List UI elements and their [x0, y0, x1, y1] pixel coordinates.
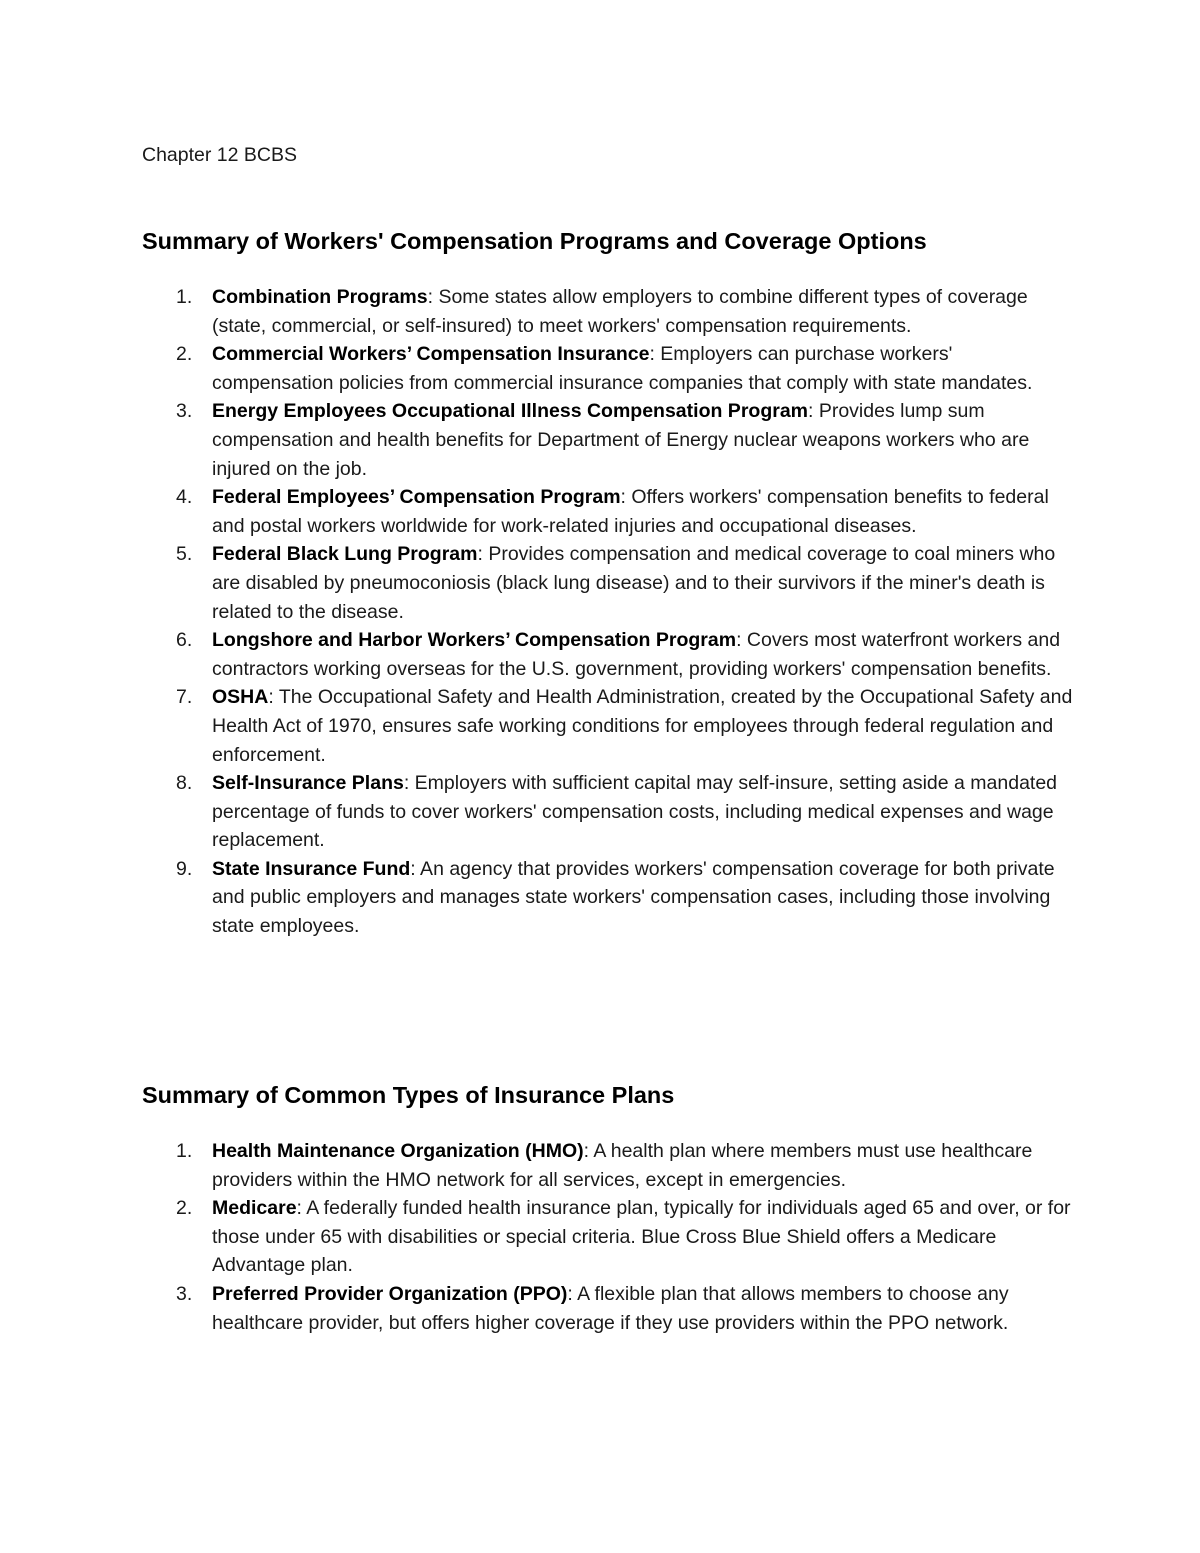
item-number: 3. — [176, 1282, 193, 1305]
section-heading-insurance-plans: Summary of Common Types of Insurance Plans — [142, 1082, 675, 1108]
item-term: Federal Employees’ Compensation Program — [212, 486, 621, 509]
item-term: Combination Programs — [212, 286, 428, 308]
item-term: Federal Black Lung Program — [212, 543, 478, 566]
item-term: Longshore and Harbor Workers’ Compensation Program — [212, 629, 737, 652]
item-number: 6. — [176, 629, 193, 652]
item-number: 7. — [176, 686, 193, 709]
item-description: : A flexible plan that allows members to choose any healthcare provider, but offers higher coverage if they use providers within the PPO network. — [212, 1282, 1009, 1334]
item-term: Self-Insurance Plans — [212, 772, 404, 795]
item-number: 1. — [176, 1140, 193, 1162]
item-number: 5. — [176, 543, 193, 566]
item-description: : An agency that provides workers' compensation coverage for both private and public employers and manages state workers' compensation cases, including those involving state employees. — [212, 857, 1055, 938]
item-description: : Offers workers' compensation benefits to federal and postal workers worldwide for work-related injuries and occupational diseases. — [212, 486, 1049, 537]
document-title: Chapter 12 BCBS — [142, 144, 298, 166]
section-heading-workers-compensation: Summary of Workers' Compensation Programs and Coverage Options — [142, 228, 927, 254]
list-item — [142, 1137, 1077, 1194]
list-item — [142, 283, 1077, 340]
item-number: 4. — [176, 486, 193, 509]
workers-compensation-list — [142, 283, 1077, 941]
item-number: 3. — [176, 400, 193, 423]
item-number: 9. — [176, 857, 193, 880]
list-item — [142, 855, 1077, 941]
item-description: : Some states allow employers to combine different types of coverage (state, commercial, or self-insured) to meet workers' compensation requirements. — [212, 286, 1028, 337]
list-item — [142, 769, 1077, 855]
list-item — [142, 483, 1077, 540]
list-item — [142, 397, 1077, 483]
item-description: : Covers most waterfront workers and contractors working overseas for the U.S. government, providing workers' compensation benefits. — [212, 629, 1061, 680]
item-term: Health Maintenance Organization (HMO) — [212, 1140, 584, 1162]
item-description: : The Occupational Safety and Health Administration, created by the Occupational Safety and Health Act of 1970, ensures safe working conditions for employees through federal regulation and enforcement. — [212, 686, 1073, 766]
item-term: Medicare — [212, 1197, 297, 1220]
item-term: OSHA — [212, 686, 269, 709]
item-number: 2. — [176, 343, 193, 366]
item-term: Commercial Workers’ Compensation Insurance — [212, 343, 650, 366]
item-description: : A health plan where members must use healthcare providers within the HMO network for all services, except in emergencies. — [212, 1140, 1033, 1191]
item-number: 2. — [176, 1197, 193, 1220]
item-term: Preferred Provider Organization (PPO) — [212, 1282, 568, 1305]
item-number: 8. — [176, 772, 193, 795]
list-item — [142, 1280, 1077, 1337]
item-description: : A federally funded health insurance plan, typically for individuals aged 65 and over, or for those under 65 with disabilities or special criteria. Blue Cross Blue Shield offers a Medicare Advantage plan. — [212, 1197, 1071, 1277]
item-term: State Insurance Fund — [212, 857, 411, 880]
list-item — [142, 540, 1077, 626]
item-description: : Employers can purchase workers' compensation policies from commercial insurance companies that comply with state mandates. — [212, 343, 1033, 394]
item-description: : Employers with sufficient capital may self-insure, setting aside a mandated percentage of funds to cover workers' compensation costs, including medical expenses and wage replacement. — [212, 772, 1058, 852]
item-number: 1. — [176, 286, 193, 308]
list-item — [142, 340, 1077, 397]
item-description: : Provides lump sum compensation and health benefits for Department of Energy nuclear weapons workers who are injured on the job. — [212, 400, 1030, 480]
list-item — [142, 683, 1077, 769]
list-item — [142, 1194, 1077, 1280]
item-description: : Provides compensation and medical coverage to coal miners who are disabled by pneumoconiosis (black lung disease) and to their survivors if the miner's death is related to the disease. — [212, 543, 1056, 623]
list-item — [142, 626, 1077, 683]
insurance-plans-list — [142, 1137, 1077, 1337]
item-term: Energy Employees Occupational Illness Compensation Program — [212, 400, 808, 423]
